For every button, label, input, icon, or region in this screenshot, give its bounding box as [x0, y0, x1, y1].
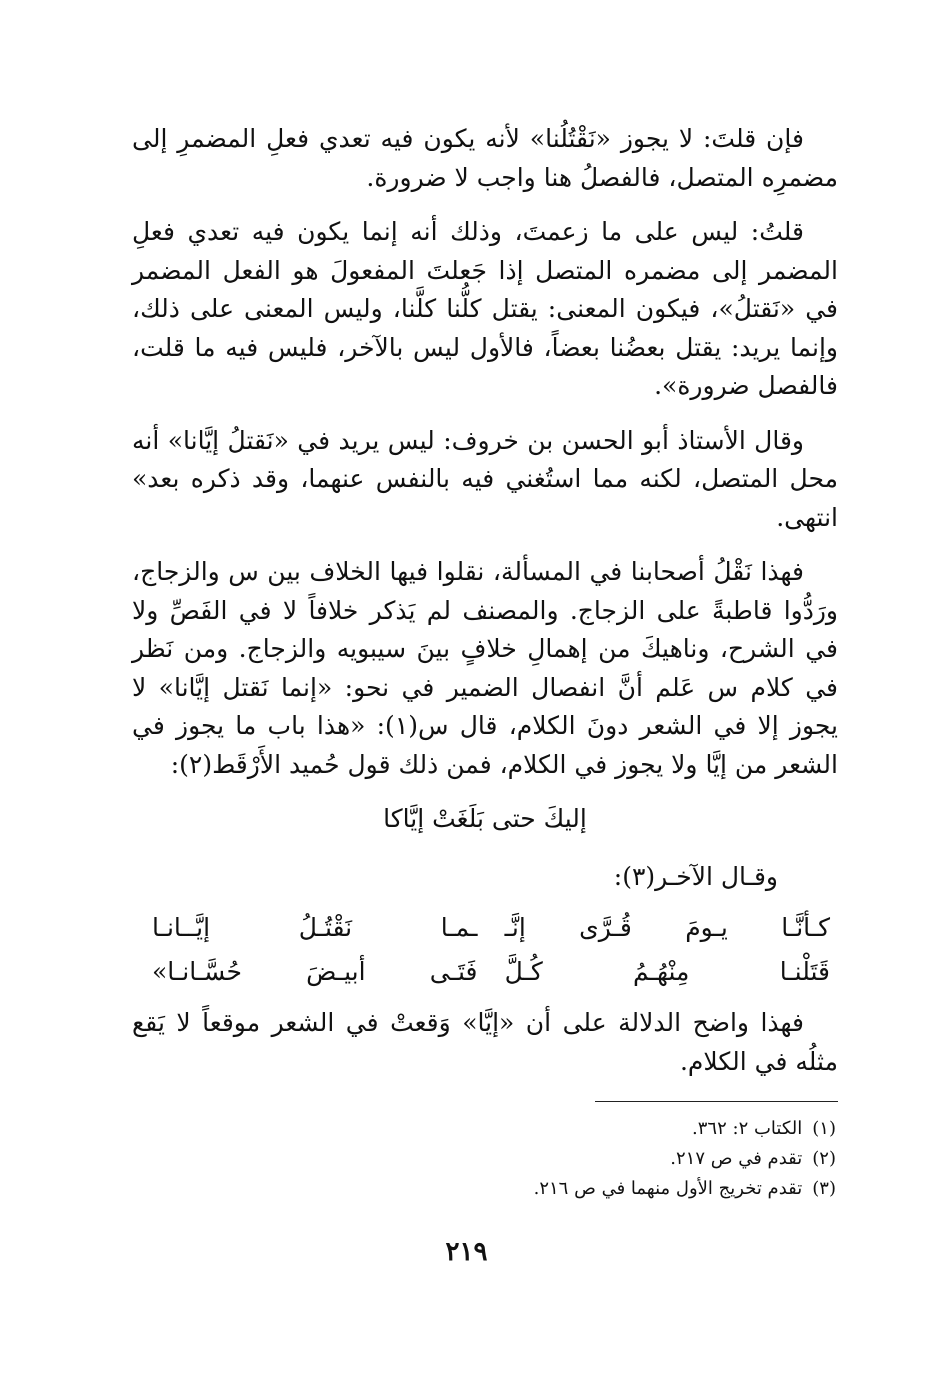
verse-intro-other-poet: وقـال الآخـر(٣):	[613, 862, 778, 891]
footnote-1	[236, 1114, 836, 1144]
footnote-1-text: الكتاب ٢: ٣٦٢.	[692, 1118, 803, 1139]
main-text-block	[132, 120, 838, 1097]
footnote-3-text: تقدم تخريج الأول منهما في ص ٢١٦.	[533, 1178, 803, 1199]
paragraph-ibn-kharuf: وقال الأستاذ أبو الحسن بن خروف: ليس يريد في «نَقتلُ إيَّانا» أنه محل المتصل، لكنه مما استُغني فيه بالنفس عنهما، وقد ذكره بعد» انتهى.	[132, 425, 838, 532]
page-number: ٢١٩	[445, 1237, 488, 1267]
verse-humaid-alarqat: إليكَ حتى بَلَغَتْ إيَّاكا	[383, 804, 587, 833]
verse-line-2-first-hemistich: قَتَلْنـا مِنْهُـمُ كُـلَّ	[504, 957, 830, 986]
footnote-1-number: (١)	[812, 1118, 836, 1139]
footnote-3-number: (٣)	[812, 1178, 836, 1199]
paragraph-objection: فإن قلتَ: لا يجوز «نَقْتُلُنا» لأنه يكون فيه تعدي فعلِ المضمرِ إلى مضمرِه المتصل، فالفصلُ هنا واجب لا ضرورة.	[132, 124, 838, 192]
footnote-2	[236, 1144, 836, 1174]
verse-line-1-second-hemistich: ـمـا نَقْتُـلُ إيَّــانـا	[152, 913, 478, 942]
verse-line-2	[132, 950, 838, 994]
footnote-2-number: (٢)	[812, 1148, 836, 1169]
paragraph-conclusion: فهذا واضح الدلالة على أن «إيَّا» وَقعتْ في الشعر موقعاً لا يَقع مثلُه في الكلام.	[132, 1008, 838, 1076]
footnote-separator	[595, 1101, 838, 1102]
verse-line-1-first-hemistich: كـأنَّـا يـومَ قُـرَّى إنَّـ	[504, 913, 830, 942]
footnote-3	[236, 1174, 836, 1204]
paragraph-reply: قلتُ: ليس على ما زعمتَ، وذلك أنه إنما يكون فيه تعدي فعلِ المضمر إلى مضمره المتصل إذا جَعلتَ المفعولَ هو الفعل المضمر في «نَقتلُ»، فيكون المعنى: يقتل كلُّنا كلَّنا، وليس المعنى على ذلك، وإنما يريد: يقتل بعضُنا بعضاً، فالأول ليس بالآخر، فليس فيه ما قلت، فالفصل ضرورة».	[132, 217, 838, 400]
footnote-2-text: تقدم في ص ٢١٧.	[670, 1148, 803, 1169]
footnotes	[236, 1114, 836, 1204]
verse-line-2-second-hemistich: فَتَـى أبيـضَ حُسَّـانـا»	[152, 957, 478, 986]
paragraph-discussion: فهذا نَقْلُ أصحابنا في المسألة، نقلوا فيها الخلاف بين س والزجاج، ورَدُّوا قاطبةً على الزجاج. والمصنف لم يَذكر خلافاً لا في الفَصِّ ولا في الشرح، وناهيكَ من إهمالِ خلافٍ بينَ سيبويه والزجاج. ومن نَظر في كلام س عَلم أنَّ انفصال الضمير في نحو: «إنما نَقتل إيَّانا» لا يجوز إلا في الشعر دونَ الكلام، قال س(١): «هذا باب ما يجوز في الشعر من إيَّا ولا يجوز في الكلام، فمن ذلك قول حُميد الأَرْقَط(٢):	[132, 557, 839, 779]
verse-line-1	[132, 906, 838, 950]
